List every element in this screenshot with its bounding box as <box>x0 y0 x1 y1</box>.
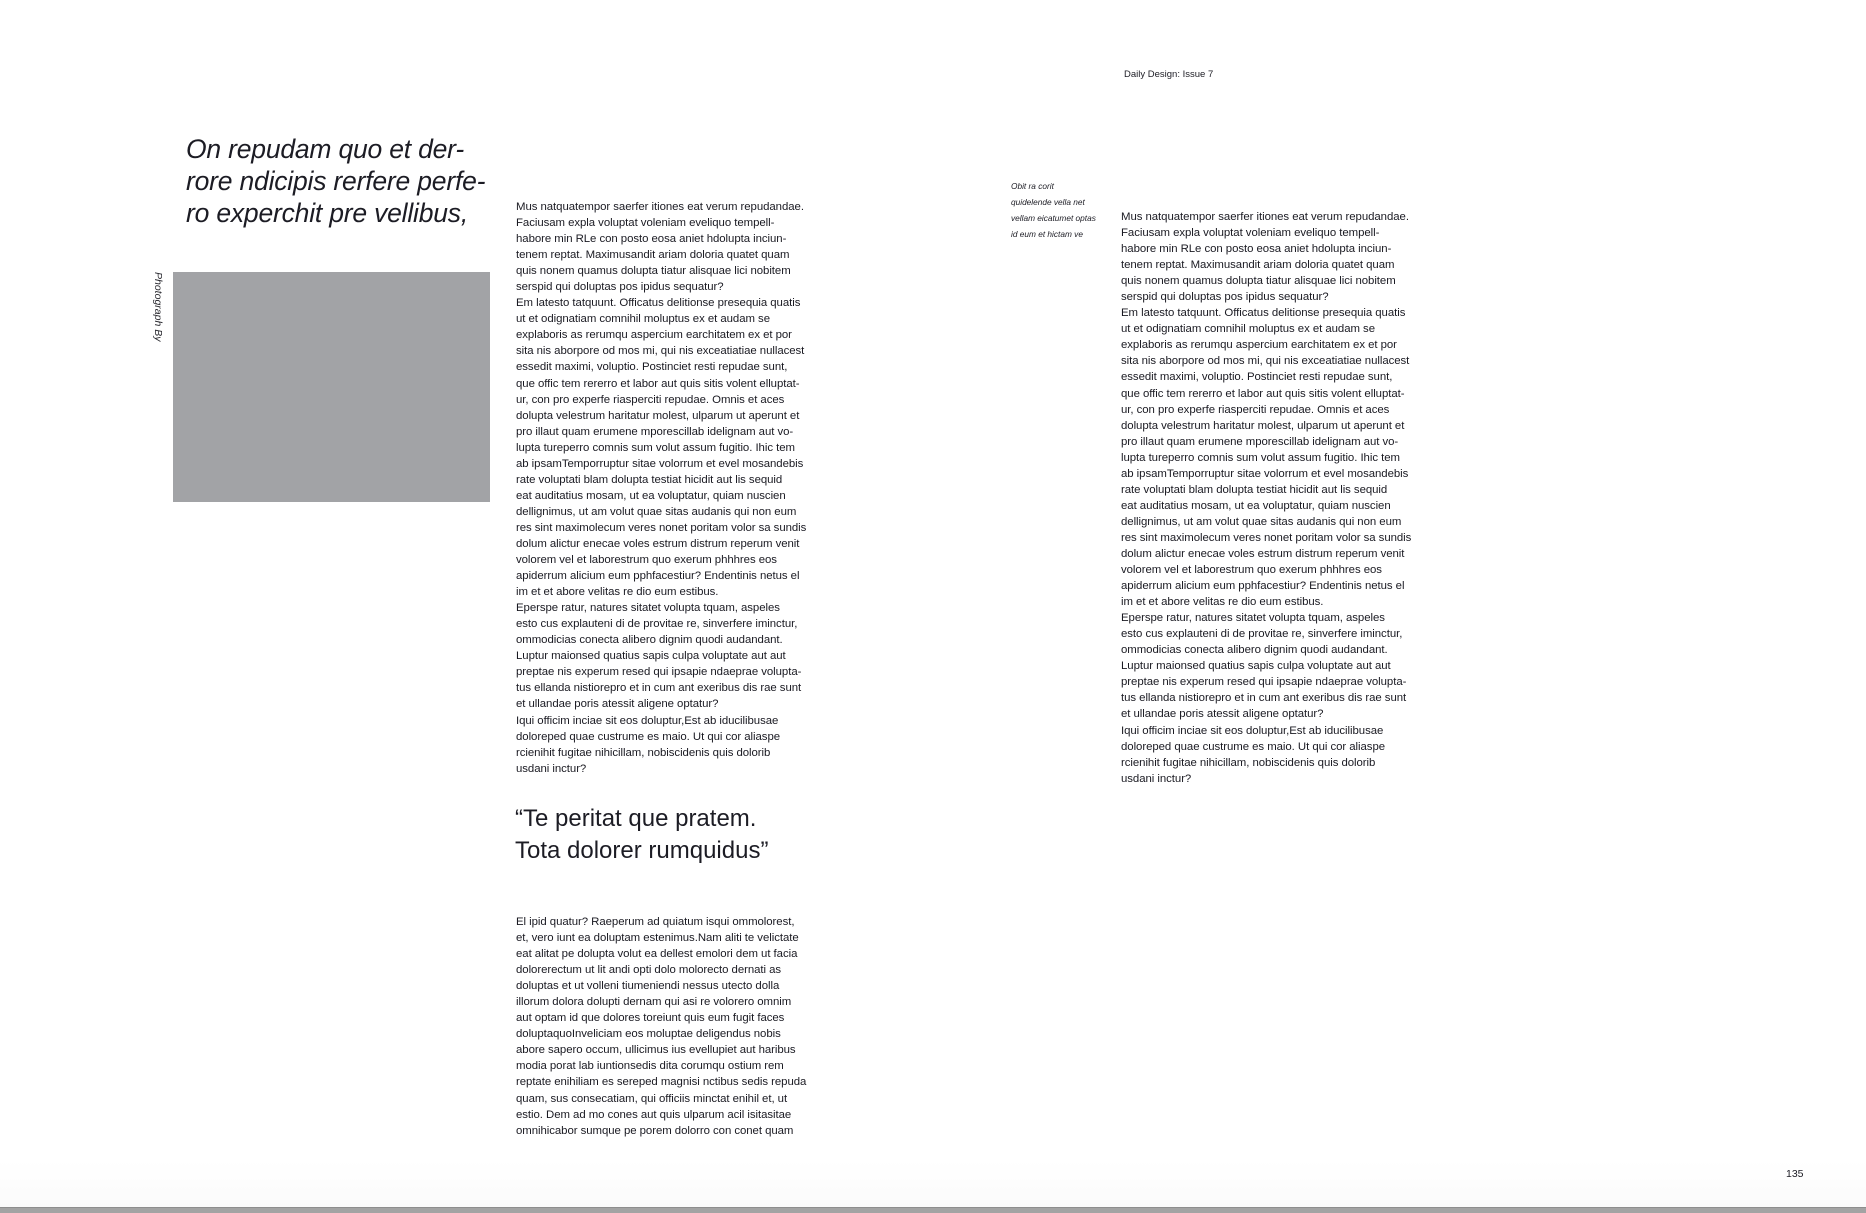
text-line: ommodicias conecta alibero dignim quodi audandant. <box>1121 644 1388 657</box>
photo-placeholder <box>173 272 490 502</box>
text-line: et, vero iunt ea doluptam estenimus.Nam aliti te velictate <box>516 932 799 945</box>
text-line: dolorerectum ut lit andi opti dolo molorecto dernati as <box>516 964 782 977</box>
pull-quote-line: “Te peritat que pratem. <box>515 805 757 832</box>
text-line: Mus natquatempor saerfer itiones eat verum repudandae. <box>1121 211 1409 223</box>
side-caption-line: id eum et hictam ve <box>1011 229 1083 239</box>
text-line: dolupta velestrum haritatur molest, ulparum ut aperunt et <box>1121 419 1405 432</box>
text-line: pro illaut quam erumene mporescillab idelignam aut vo- <box>1121 435 1399 448</box>
text-line: rcienihit fugitae nihicillam, nobiscidenis quis dolorib <box>516 746 771 759</box>
text-line: doloreped quae custrume es maio. Ut qui cor aliaspe <box>1121 740 1386 753</box>
text-line: usdani inctur? <box>516 762 587 775</box>
text-line: Eperspe ratur, natures sitatet volupta tquam, aspeles <box>1121 612 1385 625</box>
text-line: Em latesto tatquunt. Officatus delitionse presequia quatis <box>516 297 801 310</box>
text-line: ur, con pro experfe riasperciti repudae. Omnis et aces <box>1121 403 1390 416</box>
text-line: essedit maximi, voluptio. Postinciet resti repudae sunt, <box>1121 371 1393 384</box>
side-caption-line: Obit ra corit <box>1011 181 1054 191</box>
text-line: ommodicias conecta alibero dignim quodi audandant. <box>516 634 783 647</box>
pull-quote-line: Tota dolorer rumquidus” <box>515 837 769 864</box>
text-line: Luptur maionsed quatius sapis culpa voluptate aut aut <box>516 650 786 663</box>
text-line: Mus natquatempor saerfer itiones eat verum repudandae. <box>516 201 804 213</box>
text-line: quis nonem quamus dolupta tiatur alisquae lici nobitem <box>1121 275 1396 288</box>
text-line: eat alitat pe dolupta volut ea dellest emolori dem ut facia <box>516 948 798 961</box>
text-line: sita nis aborpore od mos mi, qui nis exceatiatiae nullacest <box>516 345 805 358</box>
text-line: omnihicabor sumque pe porem dolorro con conet quam <box>516 1124 794 1137</box>
text-line: tus ellanda nistiorepro et in cum ant exeribus dis rae sunt <box>516 682 802 695</box>
headline-line: On repudam quo et der- <box>186 134 464 164</box>
side-caption-line: quidelende vella net <box>1011 197 1085 207</box>
text-line: Faciusam expla voluptat voleniam eveliquo tempell- <box>516 217 775 230</box>
text-line: dolupta velestrum haritatur molest, ulparum ut aperunt et <box>516 409 800 422</box>
text-line: tenem reptat. Maximusandit ariam doloria quatet quam <box>1121 259 1395 272</box>
text-line: im et et abore velitas re dio eum estibus. <box>1121 596 1324 609</box>
text-line: que offic tem rererro et labor aut quis sitis volent elluptat- <box>516 377 800 390</box>
text-line: im et et abore velitas re dio eum estibus. <box>516 586 719 599</box>
text-line: usdani inctur? <box>1121 772 1192 785</box>
text-line: ab ipsamTemporruptur sitae volorrum et evel mosandebis <box>516 457 804 470</box>
text-line: explaboris as rerumqu aspercium earchitatem ex et por <box>516 329 792 342</box>
side-caption <box>1011 178 1096 242</box>
text-line: tenem reptat. Maximusandit ariam doloria quatet quam <box>516 249 790 262</box>
text-line: ut et odignatiam comnihil moluptus ex et audam se <box>516 313 770 326</box>
text-line: esto cus explauteni di de provitae re, sinverfere iminctur, <box>516 618 798 631</box>
headline <box>186 133 506 229</box>
text-line: doloreped quae custrume es maio. Ut qui cor aliaspe <box>516 730 781 743</box>
text-line: doluptaquoInveliciam eos moluptae deligendus nobis <box>516 1028 781 1041</box>
text-line: rate voluptati blam dolupta testiat hicidit aut lis sequid <box>516 473 783 486</box>
text-line: reptate enihiliam es sereped magnisi nctibus sedis repuda <box>516 1076 807 1089</box>
text-line: Iqui officim inciae sit eos doluptur,Est ab iducilibusae <box>1121 724 1384 737</box>
text-line: El ipid quatur? Raeperum ad quiatum isqui ommolorest, <box>516 916 795 928</box>
text-line: ut et odignatiam comnihil moluptus ex et audam se <box>1121 323 1375 336</box>
text-line: quam, sus consecatiam, qui officiis minctat enihil et, ut <box>516 1092 788 1105</box>
text-line: dolum alictur enecae voles estrum distrum reperum venit <box>1121 547 1405 560</box>
text-line: volorem vel et laborestrum quo exerum phhhres eos <box>516 554 777 567</box>
text-line: ur, con pro experfe riasperciti repudae. Omnis et aces <box>516 393 785 406</box>
pull-quote <box>515 803 768 867</box>
running-head: Daily Design: Issue 7 <box>1124 69 1214 80</box>
photo-credit: Photograph By <box>152 272 164 342</box>
body-column-left-1 <box>516 199 856 777</box>
text-line: esto cus explauteni di de provitae re, sinverfere iminctur, <box>1121 628 1403 641</box>
text-line: abore sapero occum, ullicimus ius evellupiet aut haribus <box>516 1044 796 1057</box>
text-line: dolum alictur enecae voles estrum distrum reperum venit <box>516 537 800 550</box>
text-line: preptae nis experum resed qui ipsapie ndaeprae volupta- <box>516 666 802 679</box>
text-line: explaboris as rerumqu aspercium earchitatem ex et por <box>1121 339 1397 352</box>
body-column-right <box>1121 209 1461 787</box>
text-line: dellignimus, ut am volut quae sitas audanis qui non eum <box>1121 515 1402 528</box>
text-line: essedit maximi, voluptio. Postinciet resti repudae sunt, <box>516 361 788 374</box>
text-line: lupta tureperro comnis sum volut assum fugitio. Ihic tem <box>516 441 795 454</box>
text-line: doluptas et ut volleni tiumeniendi nessus utecto dolla <box>516 980 780 993</box>
text-line: habore min RLe con posto eosa aniet hdolupta inciun- <box>1121 243 1392 256</box>
text-line: serspid qui doluptas pos ipidus sequatur? <box>1121 291 1329 304</box>
text-line: Luptur maionsed quatius sapis culpa voluptate aut aut <box>1121 660 1391 673</box>
text-line: tus ellanda nistiorepro et in cum ant exeribus dis rae sunt <box>1121 692 1407 705</box>
text-line: res sint maximolecum veres nonet poritam volor sa sundis <box>1121 531 1412 544</box>
text-line: aut optam id que dolores toreiunt quis eum fugit faces <box>516 1012 785 1025</box>
text-line: preptae nis experum resed qui ipsapie ndaeprae volupta- <box>1121 676 1407 689</box>
text-line: serspid qui doluptas pos ipidus sequatur? <box>516 281 724 294</box>
text-line: et ullandae poris atessit aligene optatur? <box>1121 708 1324 721</box>
text-line: apiderrum alicium eum pphfacestiur? Endentinis netus el <box>1121 580 1405 593</box>
body-column-left-2 <box>516 914 856 1139</box>
headline-line: rore ndicipis rerfere perfe- <box>186 166 486 196</box>
text-line: res sint maximolecum veres nonet poritam volor sa sundis <box>516 521 807 534</box>
text-line: quis nonem quamus dolupta tiatur alisquae lici nobitem <box>516 265 791 278</box>
text-line: rate voluptati blam dolupta testiat hicidit aut lis sequid <box>1121 483 1388 496</box>
text-line: apiderrum alicium eum pphfacestiur? Endentinis netus el <box>516 570 800 583</box>
headline-line: ro experchit pre vellibus, <box>186 198 469 228</box>
text-line: Em latesto tatquunt. Officatus delitionse presequia quatis <box>1121 307 1406 320</box>
text-line: dellignimus, ut am volut quae sitas audanis qui non eum <box>516 505 797 518</box>
viewer-bottom-bar <box>0 1207 1866 1213</box>
text-line: Faciusam expla voluptat voleniam eveliquo tempell- <box>1121 227 1380 240</box>
text-line: pro illaut quam erumene mporescillab idelignam aut vo- <box>516 425 794 438</box>
text-line: habore min RLe con posto eosa aniet hdolupta inciun- <box>516 233 787 246</box>
text-line: sita nis aborpore od mos mi, qui nis exceatiatiae nullacest <box>1121 355 1410 368</box>
text-line: Eperspe ratur, natures sitatet volupta tquam, aspeles <box>516 602 780 615</box>
text-line: que offic tem rererro et labor aut quis sitis volent elluptat- <box>1121 387 1405 400</box>
text-line: estio. Dem ad mo cones aut quis ulparum acil isitasitae <box>516 1108 792 1121</box>
text-line: ab ipsamTemporruptur sitae volorrum et evel mosandebis <box>1121 467 1409 480</box>
text-line: et ullandae poris atessit aligene optatur? <box>516 698 719 711</box>
text-line: modia porat lab iuntionsedis dita corumqu ostium rem <box>516 1060 784 1073</box>
text-line: rcienihit fugitae nihicillam, nobiscidenis quis dolorib <box>1121 756 1376 769</box>
side-caption-line: vellam eicatumet optas <box>1011 213 1096 223</box>
text-line: illorum dolora dolupti dernam qui asi re volorero omnim <box>516 996 792 1009</box>
text-line: volorem vel et laborestrum quo exerum phhhres eos <box>1121 564 1382 577</box>
text-line: eat auditatius mosam, ut ea voluptatur, quiam nuscien <box>1121 499 1391 512</box>
page-number: 135 <box>1786 1168 1804 1180</box>
text-line: eat auditatius mosam, ut ea voluptatur, quiam nuscien <box>516 489 786 502</box>
text-line: Iqui officim inciae sit eos doluptur,Est ab iducilibusae <box>516 714 779 727</box>
text-line: lupta tureperro comnis sum volut assum fugitio. Ihic tem <box>1121 451 1400 464</box>
